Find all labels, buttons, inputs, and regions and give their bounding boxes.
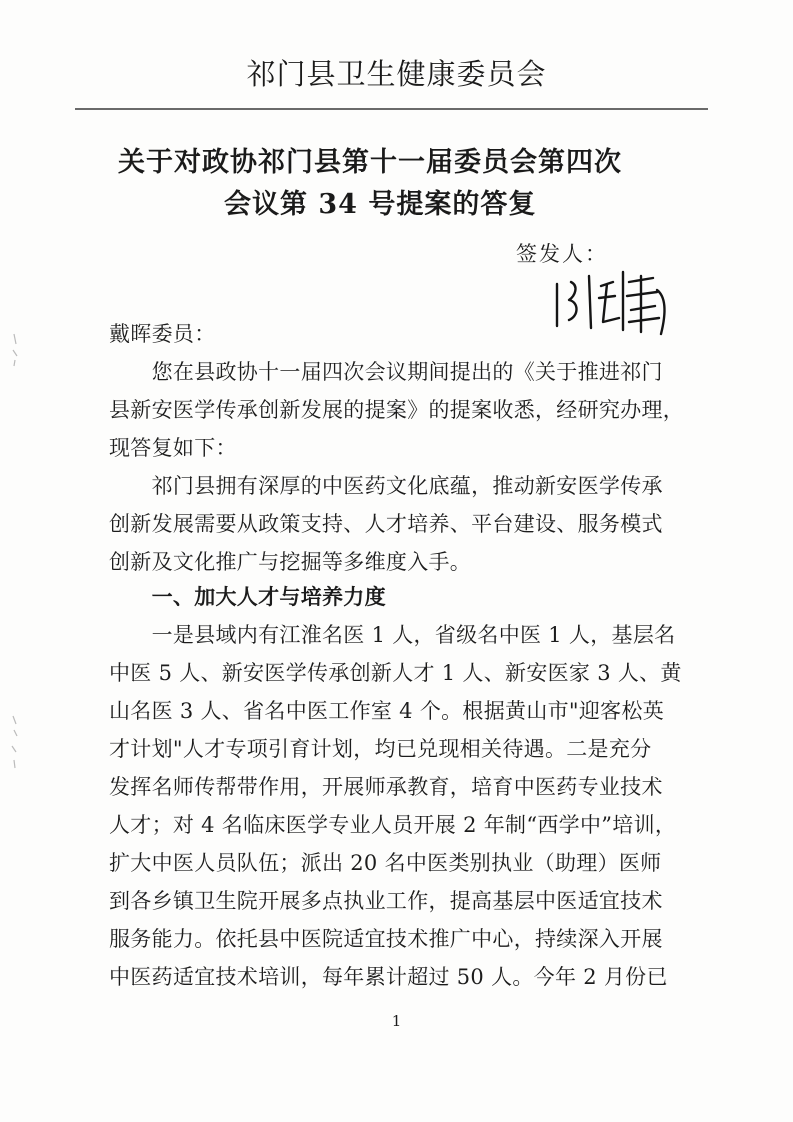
body-line: 山名医 3 人、省名中医工作室 4 个。根据黄山市"迎客松英 xyxy=(109,699,665,723)
body-line: 县新安医学传承创新发展的提案》的提案收悉，经研究办理， xyxy=(109,398,685,422)
section-heading: 一、加大人才与培养力度 xyxy=(109,585,386,609)
document-title-line-1: 关于对政协祁门县第十一届委员会第四次 xyxy=(118,147,622,178)
body-line: 现答复如下： xyxy=(109,436,237,460)
page-number: 1 xyxy=(391,1012,402,1030)
letterhead-rule xyxy=(75,108,708,110)
body-line: 中医 5 人、新安医学传承创新人才 1 人、新安医家 3 人、黄 xyxy=(109,661,682,685)
body-line: 创新及文化推广与挖掘等多维度入手。 xyxy=(109,550,472,574)
body-line: 到各乡镇卫生院开展多点执业工作，提高基层中医适宜技术 xyxy=(109,889,663,913)
body-line: 人才；对 4 名临床医学专业人员开展 2 年制“西学中”培训， xyxy=(109,813,677,837)
letterhead: 祁门县卫生健康委员会 xyxy=(246,57,547,91)
body-line: 发挥名师传帮带作用，开展师承教育，培育中医药专业技术 xyxy=(109,775,663,799)
body-line: 服务能力。依托县中医院适宜技术推广中心，持续深入开展 xyxy=(109,927,663,951)
scan-margin-mark xyxy=(8,712,22,772)
signer-label: 签发人： xyxy=(516,242,608,266)
body-line: 您在县政协十一届四次会议期间提出的《关于推进祁门 xyxy=(109,360,663,384)
body-line: 扩大中医人员队伍；派出 20 名中医类别执业（助理）医师 xyxy=(109,851,662,875)
body-line: 才计划"人才专项引育计划，均已兑现相关待遇。二是充分 xyxy=(109,737,652,761)
body-line: 创新发展需要从政策支持、人才培养、平台建设、服务模式 xyxy=(109,512,663,536)
body-line: 祁门县拥有深厚的中医药文化底蕴，推动新安医学传承 xyxy=(109,474,663,498)
body-line: 一是县域内有江淮名医 1 人，省级名中医 1 人，基层名 xyxy=(109,623,676,647)
scan-margin-mark xyxy=(8,330,22,370)
document-title-line-2: 会议第 34 号提案的答复 xyxy=(224,189,537,220)
body-line: 中医药适宜技术培训，每年累计超过 50 人。今年 2 月份已 xyxy=(109,965,668,989)
salutation: 戴晖委员： xyxy=(109,322,216,346)
